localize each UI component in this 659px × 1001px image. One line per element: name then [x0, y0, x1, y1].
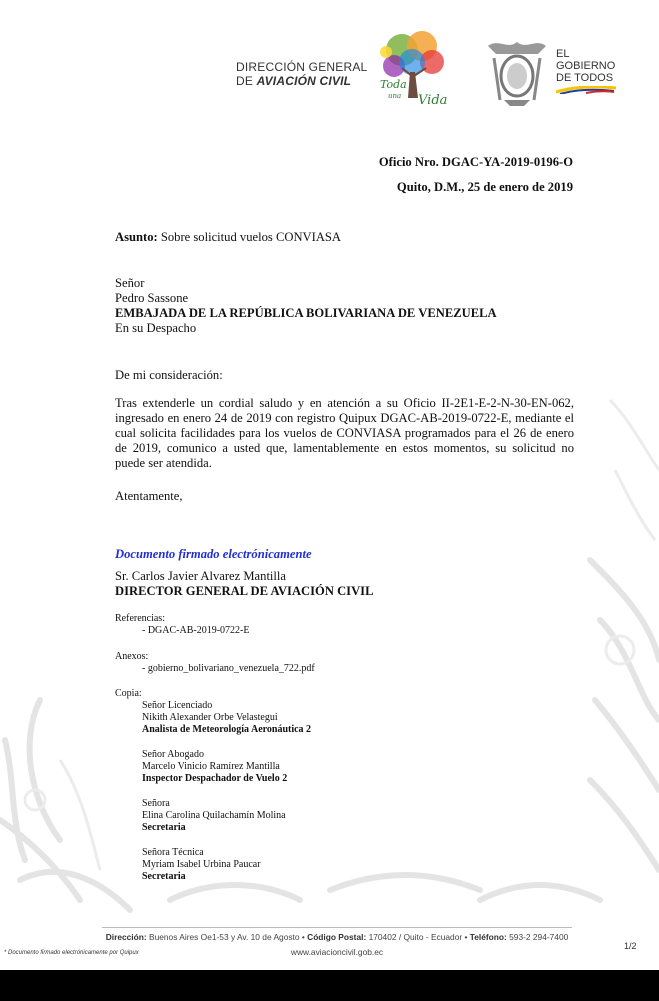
gob-logo-line2: GOBIERNO [556, 60, 616, 72]
copy-role: Inspector Despachador de Vuelo 2 [142, 773, 288, 784]
electronic-signature-note: Documento firmado electrónicamente [115, 547, 312, 561]
flag-stripes-icon [556, 86, 616, 94]
copy-name: Marcelo Vinicio Ramírez Mantilla [142, 761, 280, 772]
subject-line [115, 230, 574, 245]
gob-logo-line1: EL [556, 48, 570, 60]
greeting: De mi consideración: [115, 368, 223, 382]
copy-role: Analista de Meteorología Aeronáutica 2 [142, 724, 312, 735]
copy-title: Señora [142, 798, 170, 809]
copy-name: Elina Carolina Quilachamín Molina [142, 810, 286, 821]
letter-body: Tras extenderle un cordial saludo y en atención a su Oficio II-2E1-E-2-N-30-EN-062, ingresado en enero 24 de 2019 con registro Quipux DGAC-AB-2019-0722-E, mediante el cual solicita facilidades para los vuelos de CONVIASA programados para el 26 de enero de 2019, comunico a usted que, lamentablemente en estos momentos, su solicitud no puede ser atendida. [115, 396, 574, 470]
references-label: Referencias: [115, 613, 165, 624]
footer-cp-label: Código Postal: [307, 932, 367, 942]
closing: Atentamente, [115, 489, 183, 503]
tree-logo-vida: Vida [418, 93, 448, 108]
dgac-logo-line1: DIRECCIÓN GENERAL [236, 60, 368, 74]
signer-title: DIRECTOR GENERAL DE AVIACIÓN CIVIL [115, 584, 374, 598]
dgac-logo-prefix: DE [236, 74, 254, 88]
annex-item: - gobierno_bolivariano_venezuela_722.pdf [142, 663, 315, 674]
annexes-label: Anexos: [115, 651, 149, 662]
quipux-note: * Documento firmado electrónicamente por Quipux [4, 950, 139, 956]
footer-dir-label: Dirección: [105, 932, 147, 942]
reference-item: - DGAC-AB-2019-0722-E [142, 625, 250, 636]
copy-title: Señor Abogado [142, 749, 204, 760]
copy-role: Secretaria [142, 871, 186, 882]
bottom-black-bar [0, 970, 659, 1001]
footer-cp-value: 170402 / Quito - Ecuador [368, 932, 463, 942]
subject-text: Sobre solicitud vuelos CONVIASA [160, 230, 342, 244]
page-number: 1/2 [624, 941, 637, 951]
tree-logo-una: una [388, 92, 402, 100]
dgac-logo-bold: AVIACIÓN CIVIL [256, 74, 352, 88]
footer-address: Dirección: Buenos Aires Oe1-53 y Av. 10 de Agosto • Código Postal: 170402 / Quito - Ecuador • Teléfono: 593-2 294-7400 [105, 932, 569, 942]
oficio-number: Oficio Nro. DGAC-YA-2019-0196-O [378, 155, 573, 169]
copy-title: Señora Técnica [142, 847, 204, 858]
copy-role: Secretaria [142, 822, 186, 833]
copy-name: Nikith Alexander Orbe Velastegui [142, 712, 278, 723]
recipient-name: Pedro Sassone [115, 291, 189, 305]
toda-una-vida-tree-logo [374, 28, 454, 108]
signer-name: Sr. Carlos Javier Alvarez Mantilla [115, 569, 287, 583]
dgac-logo-line2 [236, 74, 367, 88]
footer-tel-value: 593-2 294-7400 [509, 932, 569, 942]
dgac-logo [236, 60, 367, 88]
place-date: Quito, D.M., 25 de enero de 2019 [396, 180, 573, 194]
copy-title: Señor Licenciado [142, 700, 213, 711]
gobierno-de-todos-logo [556, 48, 616, 97]
footer-tel-label: Teléfono: [469, 932, 507, 942]
gob-logo-line3: DE TODOS [556, 72, 614, 84]
footer-website: www.aviacioncivil.gob.ec [290, 947, 384, 957]
tree-logo-toda: Toda [380, 78, 407, 91]
copy-name: Myriam Isabel Urbina Paucar [142, 859, 261, 870]
recipient-title: Señor [115, 276, 145, 290]
recipient-organization: EMBAJADA DE LA REPÚBLICA BOLIVARIANA DE VENEZUELA [115, 306, 497, 320]
copies-label: Copia: [115, 688, 142, 699]
subject-label: Asunto: [115, 230, 158, 244]
recipient-place: En su Despacho [115, 321, 197, 335]
footer-dir-value: Buenos Aires Oe1-53 y Av. 10 de Agosto [149, 932, 300, 942]
footer-divider [102, 927, 572, 928]
ecuador-coat-of-arms-icon [484, 36, 550, 108]
